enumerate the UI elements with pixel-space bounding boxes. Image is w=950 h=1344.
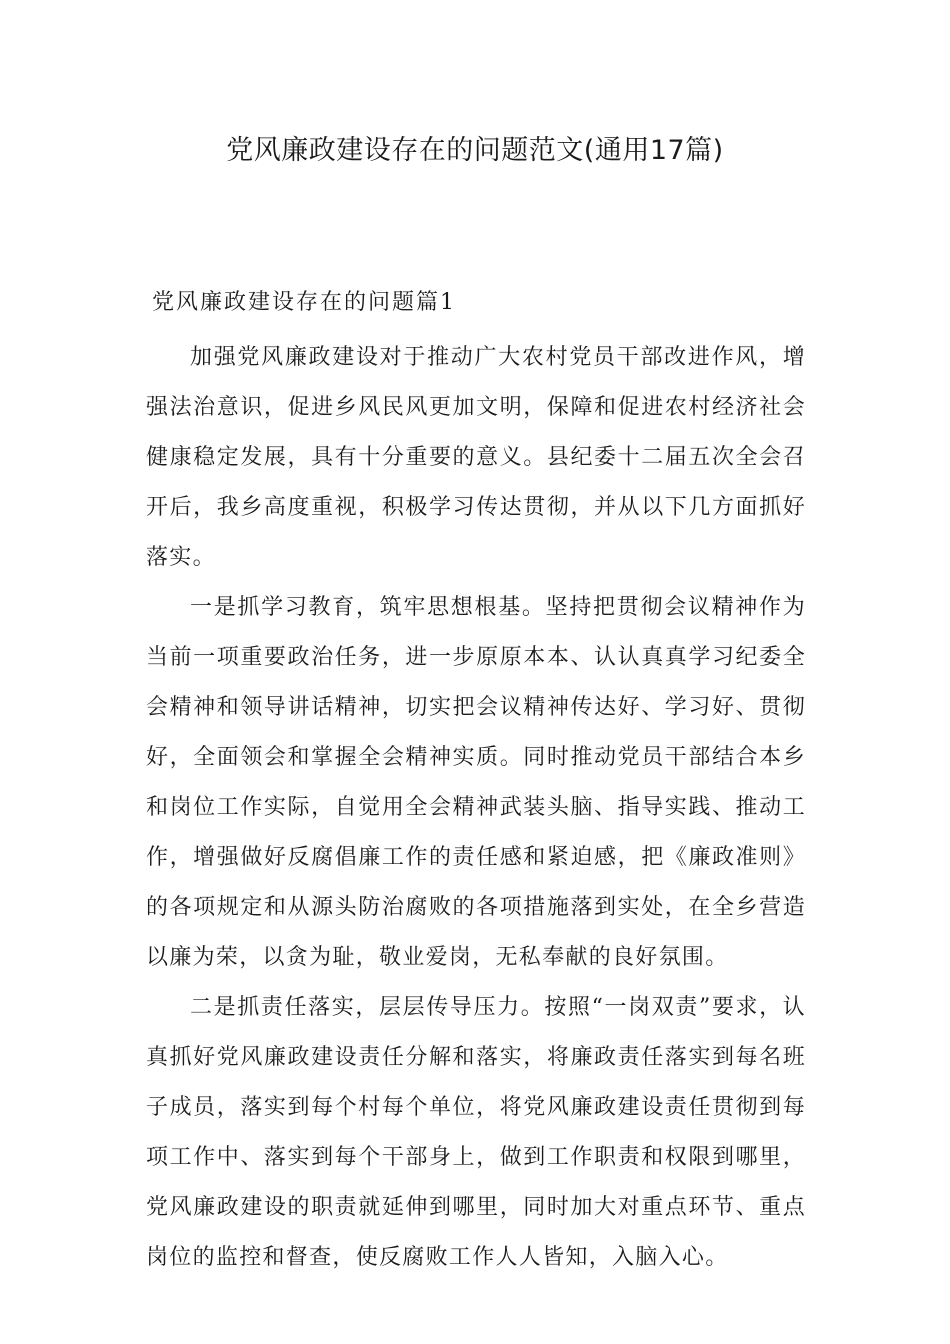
paragraph-1: 加强党风廉政建设对于推动广大农村党员干部改进作风，增强法治意识，促进乡风民风更加文明，保障和促进农村经济社会健康稳定发展，具有十分重要的意义。县纪委十二届五次全会召开后，我乡高度重视，积极学习传达贯彻，并从以下几方面抓好落实。: [146, 345, 806, 570]
paragraph-2: 一是抓学习教育，筑牢思想根基。坚持把贯彻会议精神作为当前一项重要政治任务，进一步原原本本、认认真真学习纪委全会精神和领导讲话精神，切实把会议精神传达好、学习好、贯彻好，全面领会和掌握全会精神实质。同时推动党员干部结合本乡和岗位工作实际，自觉用全会精神武装头脑、指导实践、推动工作，增强做好反腐倡廉工作的责任感和紧迫感，把《廉政准则》的各项规定和从源头防治腐败的各项措施落到实处，在全乡营造以廉为荣，以贪为耻，敬业爱岗，无私奉献的良好氛围。: [146, 595, 806, 970]
section-heading: 党风廉政建设存在的问题篇1: [152, 290, 456, 315]
document-title: 党风廉政建设存在的问题范文(通用17篇): [226, 135, 724, 166]
paragraph-3: 二是抓责任落实，层层传导压力。按照“一岗双责”要求，认真抓好党风廉政建设责任分解和落实，将廉政责任落实到每名班子成员，落实到每个村每个单位，将党风廉政建设责任贯彻到每项工作中、落实到每个干部身上，做到工作职责和权限到哪里，党风廉政建设的职责就延伸到哪里，同时加大对重点环节、重点岗位的监控和督查，使反腐败工作人人皆知，入脑入心。: [146, 995, 806, 1270]
document-body: [146, 333, 806, 1283]
